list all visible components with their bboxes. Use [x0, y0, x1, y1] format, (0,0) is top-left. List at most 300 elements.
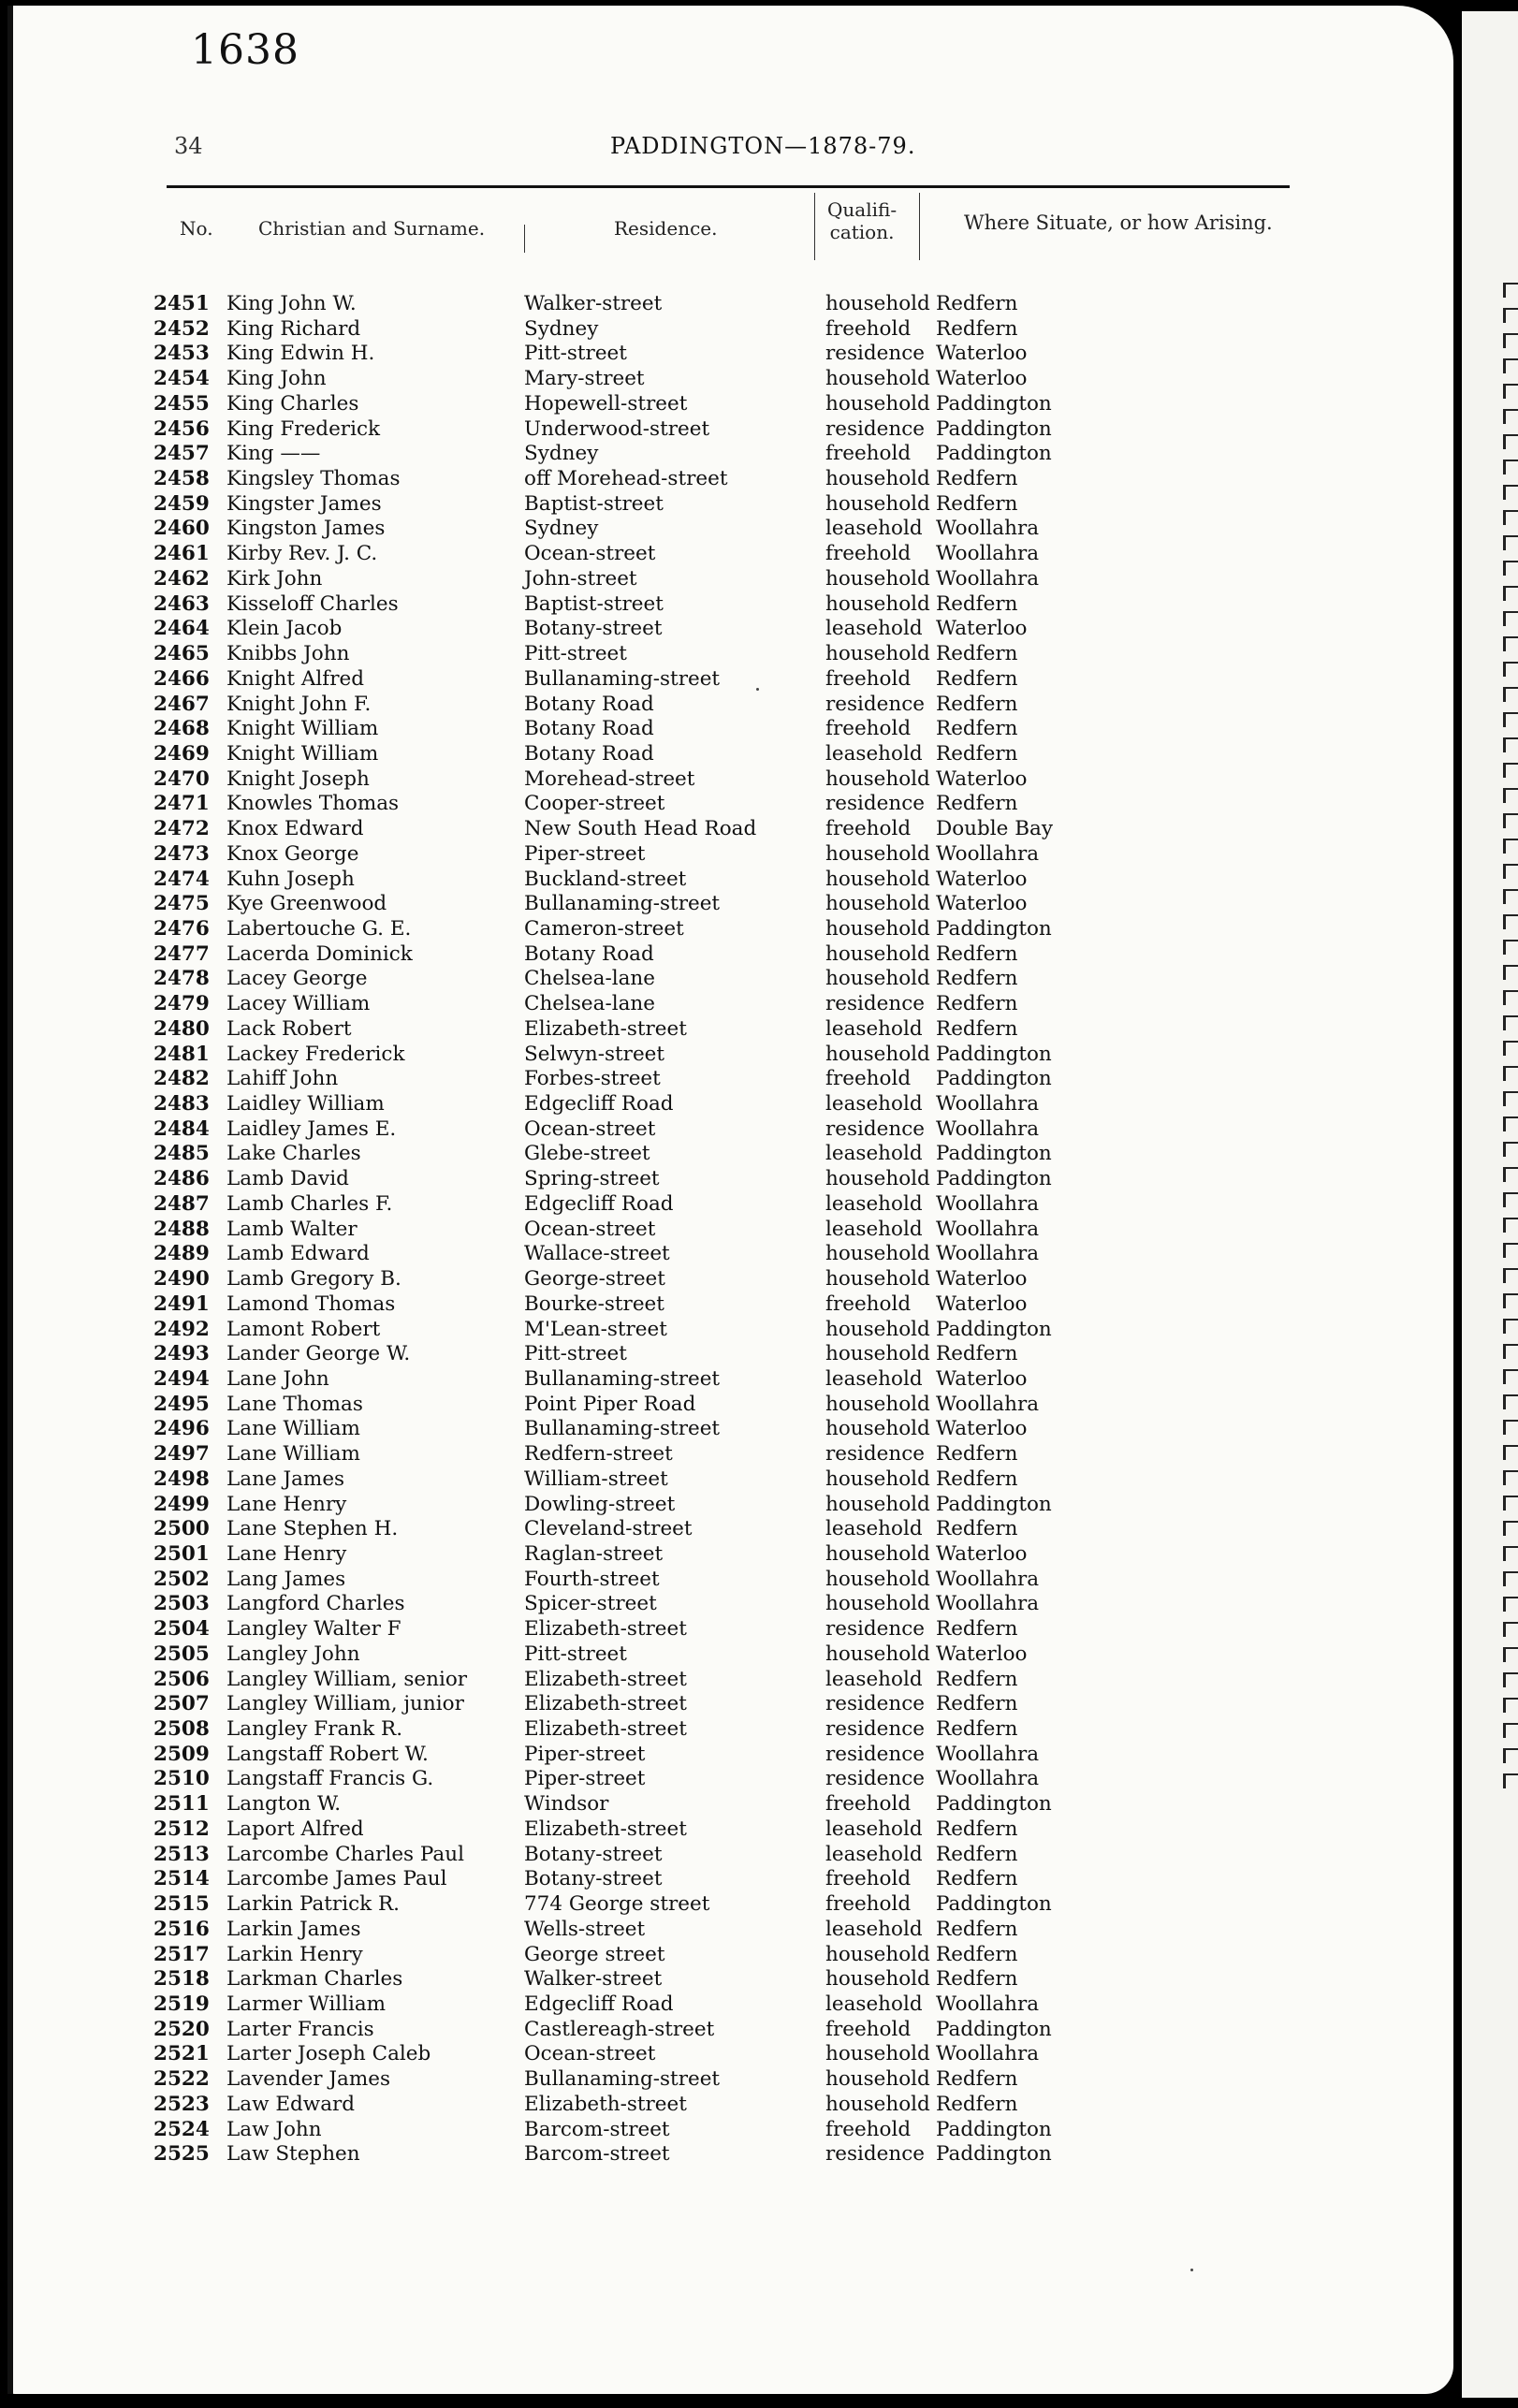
qualification-cell: residence: [825, 1442, 926, 1467]
where-situate-cell: Woollahra: [936, 1992, 1040, 2016]
header-separator: [919, 193, 920, 260]
residence-cell: Mary-street: [524, 367, 645, 391]
where-situate-cell: Woollahra: [936, 1767, 1040, 1791]
entry-number: 2454: [153, 367, 210, 391]
header-residence: Residence.: [614, 217, 718, 240]
elector-name: Kirk John: [226, 566, 323, 591]
entry-number: 2462: [153, 566, 210, 591]
qualification-cell: leasehold: [825, 1016, 923, 1041]
residence-cell: William-street: [524, 1467, 668, 1491]
qualification-cell: household: [825, 867, 930, 891]
qualification-cell: household: [825, 1317, 930, 1341]
where-situate-cell: Woollahra: [936, 517, 1040, 541]
qualification-cell: freehold: [825, 542, 912, 566]
where-situate-cell: Redfern: [936, 1717, 1018, 1742]
adjacent-page-mark: [1503, 1243, 1518, 1258]
residence-cell: Bullanaming-street: [524, 2067, 721, 2092]
where-situate-cell: Redfern: [936, 941, 1018, 966]
where-situate-cell: Waterloo: [936, 1267, 1028, 1292]
entry-number: 2515: [153, 1892, 210, 1917]
qualification-cell: leasehold: [825, 1191, 923, 1216]
qualification-cell: household: [825, 2067, 930, 2092]
elector-name: Kingsley Thomas: [226, 467, 401, 491]
residence-cell: Elizabeth-street: [524, 2092, 687, 2116]
where-situate-cell: Redfern: [936, 467, 1018, 491]
elector-name: Lamond Thomas: [226, 1292, 396, 1316]
elector-name: Lack Robert: [226, 1016, 352, 1041]
qualification-cell: residence: [825, 1767, 926, 1791]
entry-number: 2500: [153, 1517, 210, 1541]
qualification-cell: household: [825, 2042, 930, 2066]
entry-number: 2492: [153, 1317, 210, 1341]
residence-cell: Baptist-street: [524, 591, 664, 616]
residence-cell: Chelsea-lane: [524, 967, 656, 991]
elector-name: Knowles Thomas: [226, 792, 400, 816]
where-situate-cell: Waterloo: [936, 342, 1028, 366]
qualification-cell: household: [825, 642, 930, 666]
where-situate-cell: Redfern: [936, 967, 1018, 991]
adjacent-page-mark: [1503, 510, 1518, 525]
where-situate-cell: Redfern: [936, 1442, 1018, 1467]
elector-name: Labertouche G. E.: [226, 917, 412, 941]
where-situate-cell: Redfern: [936, 1467, 1018, 1491]
residence-cell: George-street: [524, 1267, 665, 1292]
qualification-cell: household: [825, 967, 930, 991]
residence-cell: Glebe-street: [524, 1142, 650, 1166]
entry-number: 2497: [153, 1442, 210, 1467]
adjacent-page-mark: [1503, 1369, 1518, 1384]
elector-name: Kye Greenwood: [226, 892, 387, 916]
entry-number: 2476: [153, 917, 210, 941]
adjacent-page-mark: [1503, 1420, 1518, 1435]
adjacent-page-mark: [1503, 1192, 1518, 1207]
qualification-cell: household: [825, 1467, 930, 1491]
adjacent-page-mark: [1503, 434, 1518, 449]
adjacent-page-mark: [1503, 1445, 1518, 1460]
residence-cell: off Morehead-street: [524, 467, 728, 491]
elector-name: Langley Walter F: [226, 1617, 401, 1642]
elector-name: Lamont Robert: [226, 1317, 381, 1341]
where-situate-cell: Paddington: [936, 442, 1052, 466]
adjacent-page-mark: [1503, 864, 1518, 879]
entry-number: 2465: [153, 642, 210, 666]
entry-number: 2471: [153, 792, 210, 816]
adjacent-page-mark: [1503, 1571, 1518, 1586]
where-situate-cell: Waterloo: [936, 766, 1028, 791]
where-situate-cell: Waterloo: [936, 867, 1028, 891]
residence-cell: Botany Road: [524, 941, 654, 966]
adjacent-page-mark: [1503, 460, 1518, 474]
elector-name: Kingston James: [226, 517, 386, 541]
entry-number: 2509: [153, 1742, 210, 1766]
qualification-cell: household: [825, 1267, 930, 1292]
residence-cell: Elizabeth-street: [524, 1817, 687, 1841]
elector-name: Langstaff Francis G.: [226, 1767, 434, 1791]
residence-cell: Elizabeth-street: [524, 1667, 687, 1691]
adjacent-page-mark: [1503, 737, 1518, 752]
residence-cell: Spicer-street: [524, 1592, 657, 1616]
residence-cell: New South Head Road: [524, 817, 757, 841]
adjacent-page-mark: [1503, 1723, 1518, 1738]
elector-name: Knight William: [226, 717, 379, 741]
adjacent-page-mark: [1503, 889, 1518, 904]
residence-cell: Sydney: [524, 316, 599, 341]
where-situate-cell: Woollahra: [936, 542, 1040, 566]
residence-cell: Baptist-street: [524, 491, 664, 516]
entry-number: 2523: [153, 2092, 210, 2116]
entry-number: 2458: [153, 467, 210, 491]
where-situate-cell: Redfern: [936, 692, 1018, 716]
elector-name: Lamb Charles F.: [226, 1191, 393, 1216]
elector-name: Lackey Frederick: [226, 1042, 405, 1066]
entry-number: 2453: [153, 342, 210, 366]
entry-number: 2486: [153, 1167, 210, 1191]
adjacent-page-mark: [1503, 1496, 1518, 1510]
residence-cell: Elizabeth-street: [524, 1617, 687, 1642]
residence-cell: Underwood-street: [524, 416, 710, 441]
where-situate-cell: Redfern: [936, 1967, 1018, 1992]
where-situate-cell: Redfern: [936, 2092, 1018, 2116]
adjacent-page-mark: [1503, 1470, 1518, 1485]
entry-number: 2521: [153, 2042, 210, 2066]
where-situate-cell: Woollahra: [936, 1242, 1040, 1266]
where-situate-cell: Redfern: [936, 1617, 1018, 1642]
entry-number: 2495: [153, 1392, 210, 1416]
where-situate-cell: Waterloo: [936, 1417, 1028, 1441]
residence-cell: Wallace-street: [524, 1242, 670, 1266]
where-situate-cell: Woollahra: [936, 1567, 1040, 1591]
header-separator: [814, 193, 815, 260]
residence-cell: Pitt-street: [524, 642, 627, 666]
where-situate-cell: Redfern: [936, 792, 1018, 816]
residence-cell: Pitt-street: [524, 1342, 627, 1366]
elector-name: Lane James: [226, 1467, 345, 1491]
elector-name: Knibbs John: [226, 642, 350, 666]
elector-name: Lamb Edward: [226, 1242, 370, 1266]
where-situate-cell: Waterloo: [936, 1292, 1028, 1316]
elector-name: Lamb Walter: [226, 1217, 358, 1241]
where-situate-cell: Redfern: [936, 1817, 1018, 1841]
where-situate-cell: Paddington: [936, 1067, 1052, 1091]
adjacent-page-mark: [1503, 1344, 1518, 1359]
where-situate-cell: Paddington: [936, 1792, 1052, 1817]
residence-cell: Morehead-street: [524, 766, 695, 791]
entry-number: 2463: [153, 591, 210, 616]
residence-cell: Botany Road: [524, 692, 654, 716]
residence-cell: Botany Road: [524, 717, 654, 741]
entry-number: 2479: [153, 992, 210, 1016]
adjacent-page-mark: [1503, 839, 1518, 854]
adjacent-page-mark: [1503, 409, 1518, 424]
entry-number: 2522: [153, 2067, 210, 2092]
qualification-cell: freehold: [825, 2117, 912, 2141]
entry-number: 2524: [153, 2117, 210, 2141]
entry-number: 2483: [153, 1092, 210, 1116]
adjacent-page-mark: [1503, 1672, 1518, 1687]
where-situate-cell: Redfern: [936, 717, 1018, 741]
entry-number: 2460: [153, 517, 210, 541]
qualification-cell: household: [825, 1042, 930, 1066]
entry-number: 2501: [153, 1542, 210, 1566]
elector-name: Lander George W.: [226, 1342, 411, 1366]
qualification-cell: residence: [825, 1116, 926, 1141]
where-situate-cell: Paddington: [936, 2117, 1052, 2141]
where-situate-cell: Redfern: [936, 642, 1018, 666]
qualification-cell: household: [825, 1242, 930, 1266]
where-situate-cell: Woollahra: [936, 1191, 1040, 1216]
qualification-cell: household: [825, 1342, 930, 1366]
adjacent-page-mark: [1503, 1142, 1518, 1157]
elector-name: Lane William: [226, 1442, 360, 1467]
elector-name: Lamb Gregory B.: [226, 1267, 401, 1292]
residence-cell: Ocean-street: [524, 542, 656, 566]
residence-cell: Selwyn-street: [524, 1042, 665, 1066]
where-situate-cell: Redfern: [936, 1842, 1018, 1866]
adjacent-page-mark: [1503, 283, 1518, 298]
ink-speck: [756, 688, 759, 691]
elector-name: Lane John: [226, 1366, 329, 1391]
where-situate-cell: Waterloo: [936, 892, 1028, 916]
adjacent-page-mark: [1503, 1647, 1518, 1662]
qualification-cell: household: [825, 941, 930, 966]
adjacent-page-mark: [1503, 485, 1518, 500]
residence-cell: Ocean-street: [524, 2042, 656, 2066]
elector-name: Knight William: [226, 741, 379, 766]
elector-name: Lang James: [226, 1567, 346, 1591]
entry-number: 2480: [153, 1016, 210, 1041]
where-situate-cell: Paddington: [936, 1167, 1052, 1191]
elector-name: King ——: [226, 442, 321, 466]
adjacent-page-mark: [1503, 965, 1518, 980]
where-situate-cell: Woollahra: [936, 841, 1040, 866]
qualification-cell: freehold: [825, 1067, 912, 1091]
adjacent-page-mark: [1503, 712, 1518, 727]
entry-number: 2488: [153, 1217, 210, 1241]
adjacent-page-mark: [1503, 1015, 1518, 1030]
where-situate-cell: Paddington: [936, 2142, 1052, 2167]
elector-name: Lavender James: [226, 2067, 390, 2092]
qualification-cell: household: [825, 766, 930, 791]
elector-name: Kingster James: [226, 491, 382, 516]
elector-name: Laidley James E.: [226, 1116, 397, 1141]
entry-number: 2504: [153, 1617, 210, 1642]
residence-cell: Edgecliff Road: [524, 1191, 674, 1216]
entry-number: 2490: [153, 1267, 210, 1292]
residence-cell: Ocean-street: [524, 1116, 656, 1141]
elector-name: Laport Alfred: [226, 1817, 364, 1841]
residence-cell: Dowling-street: [524, 1492, 676, 1516]
adjacent-page-mark: [1503, 384, 1518, 399]
where-situate-cell: Redfern: [936, 1517, 1018, 1541]
entry-number: 2494: [153, 1366, 210, 1391]
residence-cell: Fourth-street: [524, 1567, 660, 1591]
entry-number: 2461: [153, 542, 210, 566]
elector-name: Larkin Patrick R.: [226, 1892, 400, 1917]
residence-cell: Elizabeth-street: [524, 1717, 687, 1742]
residence-cell: Raglan-street: [524, 1542, 664, 1566]
qualification-cell: household: [825, 591, 930, 616]
qualification-cell: household: [825, 367, 930, 391]
residence-cell: Botany Road: [524, 741, 654, 766]
where-situate-cell: Redfern: [936, 1667, 1018, 1691]
qualification-cell: freehold: [825, 442, 912, 466]
entry-number: 2473: [153, 841, 210, 866]
residence-cell: Windsor: [524, 1792, 609, 1817]
header-qualification: Qualifi- cation.: [827, 198, 898, 243]
residence-cell: Cooper-street: [524, 792, 665, 816]
residence-cell: Sydney: [524, 517, 599, 541]
where-situate-cell: Redfern: [936, 666, 1018, 691]
header-where: Where Situate, or how Arising.: [964, 212, 1273, 234]
where-situate-cell: Woollahra: [936, 1217, 1040, 1241]
where-situate-cell: Redfern: [936, 1942, 1018, 1966]
where-situate-cell: Paddington: [936, 1142, 1052, 1166]
qualification-cell: leasehold: [825, 1142, 923, 1166]
adjacent-page-mark: [1503, 611, 1518, 626]
where-situate-cell: Redfern: [936, 292, 1018, 315]
residence-cell: Elizabeth-street: [524, 1692, 687, 1716]
where-situate-cell: Waterloo: [936, 367, 1028, 391]
entry-number: 2511: [153, 1792, 210, 1817]
elector-name: Klein Jacob: [226, 617, 343, 641]
elector-name: Lacey George: [226, 967, 368, 991]
qualification-cell: leasehold: [825, 1842, 923, 1866]
elector-name: Langley John: [226, 1642, 360, 1666]
residence-cell: Walker-street: [524, 292, 663, 315]
elector-name: Knox George: [226, 841, 359, 866]
where-situate-cell: Redfern: [936, 1917, 1018, 1941]
qualification-cell: freehold: [825, 316, 912, 341]
qualification-cell: residence: [825, 1717, 926, 1742]
adjacent-page-mark: [1503, 788, 1518, 803]
qualification-cell: household: [825, 491, 930, 516]
qualification-cell: household: [825, 917, 930, 941]
qualification-cell: household: [825, 1567, 930, 1591]
residence-cell: Pitt-street: [524, 342, 627, 366]
elector-name: Larter Joseph Caleb: [226, 2042, 431, 2066]
entry-number: 2487: [153, 1191, 210, 1216]
entry-number: 2517: [153, 1942, 210, 1966]
where-situate-cell: Redfern: [936, 2067, 1018, 2092]
residence-cell: Sydney: [524, 442, 599, 466]
qualification-cell: household: [825, 1542, 930, 1566]
elector-name: King John: [226, 367, 327, 391]
elector-name: Lahiff John: [226, 1067, 339, 1091]
entry-number: 2505: [153, 1642, 210, 1666]
elector-name: King Charles: [226, 391, 359, 416]
residence-cell: Redfern-street: [524, 1442, 673, 1467]
qualification-cell: leasehold: [825, 1667, 923, 1691]
where-situate-cell: Waterloo: [936, 1642, 1028, 1666]
adjacent-page-mark: [1503, 1597, 1518, 1612]
entry-number: 2518: [153, 1967, 210, 1992]
entry-number: 2484: [153, 1116, 210, 1141]
qualification-cell: residence: [825, 1742, 926, 1766]
qualification-cell: freehold: [825, 717, 912, 741]
where-situate-cell: Woollahra: [936, 1116, 1040, 1141]
residence-cell: Pitt-street: [524, 1642, 627, 1666]
adjacent-page-mark: [1503, 1293, 1518, 1308]
adjacent-page-mark: [1503, 1167, 1518, 1182]
qualification-cell: leasehold: [825, 1366, 923, 1391]
qualification-cell: residence: [825, 692, 926, 716]
qualification-cell: leasehold: [825, 1217, 923, 1241]
entry-number: 2472: [153, 817, 210, 841]
adjacent-page-mark: [1503, 586, 1518, 601]
elector-name: Lacey William: [226, 992, 371, 1016]
entry-number: 2468: [153, 717, 210, 741]
residence-cell: John-street: [524, 566, 637, 591]
page-title: PADDINGTON—1878-79.: [610, 133, 916, 159]
qualification-cell: household: [825, 391, 930, 416]
residence-cell: George street: [524, 1942, 665, 1966]
entry-number: 2451: [153, 292, 210, 315]
entry-number: 2516: [153, 1917, 210, 1941]
elector-name: Lake Charles: [226, 1142, 361, 1166]
where-situate-cell: Paddington: [936, 1492, 1052, 1516]
adjacent-page-strip: [1462, 11, 1518, 2398]
header-no: No.: [180, 217, 213, 240]
where-situate-cell: Redfern: [936, 491, 1018, 516]
adjacent-page-mark: [1503, 1748, 1518, 1763]
adjacent-page-mark: [1503, 535, 1518, 550]
elector-name: King Richard: [226, 316, 361, 341]
where-situate-cell: Paddington: [936, 391, 1052, 416]
entry-number: 2513: [153, 1842, 210, 1866]
where-situate-cell: Paddington: [936, 1042, 1052, 1066]
entry-number: 2491: [153, 1292, 210, 1316]
entry-number: 2499: [153, 1492, 210, 1516]
qualification-cell: household: [825, 566, 930, 591]
where-situate-cell: Redfern: [936, 1342, 1018, 1366]
entry-number: 2493: [153, 1342, 210, 1366]
folio-number: 1638: [191, 26, 299, 74]
elector-name: Law Stephen: [226, 2142, 360, 2167]
residence-cell: Ocean-street: [524, 1217, 656, 1241]
qualification-cell: residence: [825, 1617, 926, 1642]
where-situate-cell: Redfern: [936, 741, 1018, 766]
header-rule-top: [167, 185, 1290, 188]
adjacent-page-mark: [1503, 662, 1518, 677]
residence-cell: Bullanaming-street: [524, 892, 721, 916]
qualification-cell: freehold: [825, 1892, 912, 1917]
qualification-cell: freehold: [825, 1292, 912, 1316]
entry-number: 2496: [153, 1417, 210, 1441]
residence-cell: Elizabeth-street: [524, 1016, 687, 1041]
where-situate-cell: Paddington: [936, 1317, 1052, 1341]
residence-cell: Barcom-street: [524, 2142, 670, 2167]
adjacent-page-mark: [1503, 308, 1518, 323]
entry-number: 2457: [153, 442, 210, 466]
adjacent-page-mark: [1503, 561, 1518, 576]
elector-name: Kuhn Joseph: [226, 867, 355, 891]
residence-cell: Bullanaming-street: [524, 1417, 721, 1441]
adjacent-page-mark: [1503, 940, 1518, 955]
adjacent-page-mark: [1503, 1319, 1518, 1334]
qualification-cell: leasehold: [825, 517, 923, 541]
elector-name: Langton W.: [226, 1792, 342, 1817]
elector-name: King Edwin H.: [226, 342, 375, 366]
entry-number: 2478: [153, 967, 210, 991]
adjacent-page-mark: [1503, 1622, 1518, 1637]
qualification-cell: household: [825, 1167, 930, 1191]
adjacent-page-mark: [1503, 1066, 1518, 1081]
elector-name: Knox Edward: [226, 817, 364, 841]
adjacent-page-mark: [1503, 636, 1518, 651]
elector-name: Larter Francis: [226, 2017, 374, 2041]
adjacent-page-mark: [1503, 687, 1518, 702]
entry-number: 2507: [153, 1692, 210, 1716]
